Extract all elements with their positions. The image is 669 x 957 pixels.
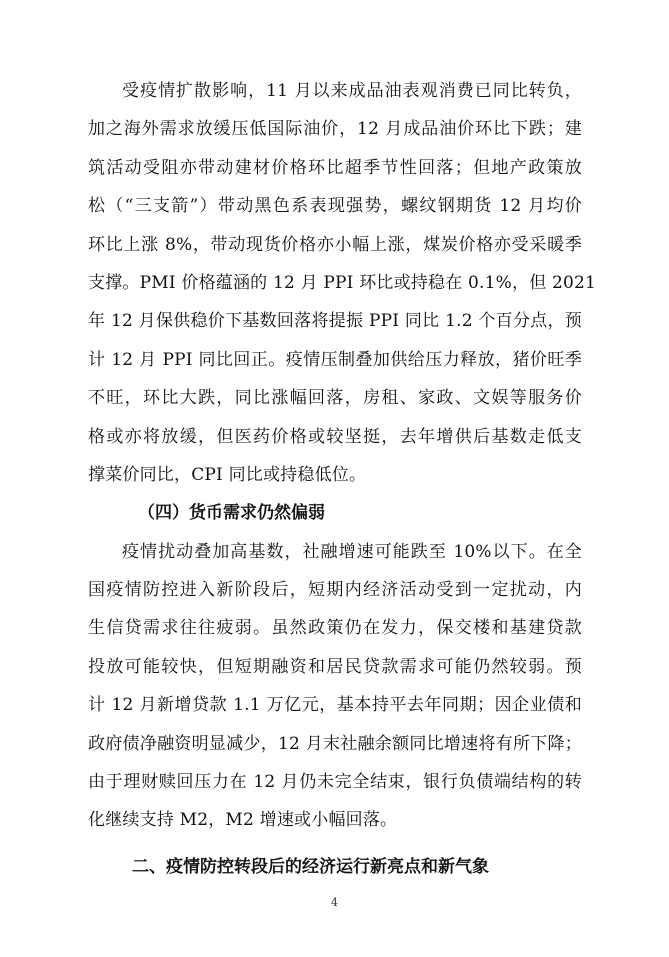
text-line: 支撑。PMI 价格蕴涵的 12 月 PPI 环比或持稳在 0.1%，但 2021 [88,272,597,293]
text-line: 计 12 月新增贷款 1.1 万亿元，基本持平去年同期；因企业债和 [88,695,582,716]
text-line: 受疫情扩散影响，11 月以来成品油表观消费已同比转负， [122,81,582,101]
text-line: 筑活动受阻亦带动建材价格环比超季节性回落；但地产政策放 [88,157,582,178]
section-heading: （四）货币需求仍然偏弱 [138,503,325,524]
text-line: 政府债净融资明显减少，12 月末社融余额同比增速将有所下降； [88,733,582,754]
text-line: 由于理财赎回压力在 12 月仍未完全结束，银行负债端结构的转 [88,772,582,793]
text-line: 松（“三支箭”）带动黑色系表现强势，螺纹钢期货 12 月均价 [88,196,582,217]
paragraph-2 [88,533,582,840]
paragraph-1 [88,72,597,494]
text-line: 撑菜价同比，CPI 同比或持稳低位。 [88,464,367,485]
text-line: 疫情扰动叠加高基数，社融增速可能跌至 10%以下。在全 [122,541,582,562]
text-line: 生信贷需求往往疲弱。虽然政策仍在发力，保交楼和基建贷款 [88,618,582,639]
text-line: 年 12 月保供稳价下基数回落将提振 PPI 同比 1.2 个百分点，预 [88,311,582,332]
text-line: 计 12 月 PPI 同比回正。疫情压制叠加供给压力释放，猪价旺季 [88,349,582,370]
text-line: 环比上涨 8%，带动现货价格亦小幅上涨，煤炭价格亦受采暖季 [88,234,582,255]
text-line: 加之海外需求放缓压低国际油价，12 月成品油价环比下跌；建 [88,119,582,140]
text-line: 国疫情防控进入新阶段后，短期内经济活动受到一定扰动，内 [88,580,582,601]
text-line: 化继续支持 M2，M2 增速或小幅回落。 [88,810,398,831]
chapter-heading: 二、疫情防控转段后的经济运行新亮点和新气象 [132,856,489,877]
document-body [88,72,597,886]
text-line: 格或亦将放缓，但医药价格或较坚挺，去年增供后基数走低支 [88,426,582,447]
page-number: 4 [331,896,338,909]
text-line: 投放可能较快，但短期融资和居民贷款需求可能仍然较弱。预 [88,656,582,677]
text-line: 不旺，环比大跌，同比涨幅回落，房租、家政、文娱等服务价 [88,388,582,409]
